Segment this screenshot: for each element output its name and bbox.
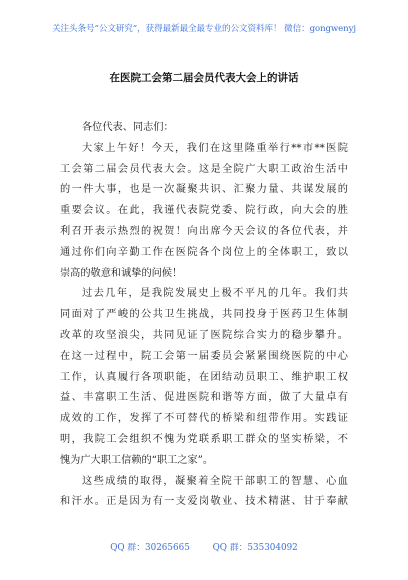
body-line: 愧为广大职工信赖的“职工之家”。 bbox=[60, 454, 214, 466]
body-line: 明，我院工会组织不愧为党联系职工群众的坚实桥梁，不 bbox=[60, 433, 348, 445]
body-line: 改革的攻坚浪尖，共同见证了医院综合实力的稳步攀升。 bbox=[60, 329, 348, 341]
body-line: 重要会议。在此，我谨代表院党委、院行政，向大会的胜 bbox=[60, 205, 348, 217]
body-line: 同面对了严峻的公共卫生挑战，共同投身于医药卫生体制 bbox=[60, 309, 348, 321]
salutation-line: 各位代表、同志们： bbox=[82, 122, 174, 133]
body-line: 益、丰富职工生活、促进医院和谐等方面，做了大量卓有 bbox=[60, 392, 348, 404]
footer-contact bbox=[0, 540, 408, 553]
body-line: 的一件大事，也是一次凝聚共识、汇聚力量、共谋发展的 bbox=[60, 184, 348, 196]
body-line: 这些成绩的取得，凝聚着全院干部职工的智慧、心血 bbox=[82, 475, 348, 487]
body-line: 通过你们向辛勤工作在医院各个岗位上的全体职工，致以 bbox=[60, 246, 348, 258]
body-line: 大家上午好！今天，我们在这里隆重举行**市**医院 bbox=[82, 142, 348, 154]
body-line: 利召开表示热烈的祝贺！向出席今天会议的各位代表，并 bbox=[60, 225, 348, 237]
body-line: 崇高的敬意和诚挚的问候！ bbox=[60, 267, 183, 279]
body-line: 成效的工作，发挥了不可替代的桥梁和纽带作用。实践证 bbox=[60, 413, 348, 425]
header-banner: 关注头条号“公文研究”，获得最新最全最专业的公文资料库！ 微信：gongwenyj bbox=[52, 24, 356, 34]
document-title: 在医院工会第二届会员代表大会上的讲话 bbox=[109, 72, 299, 84]
body-line: 工会第二届会员代表大会。这是全院广大职工政治生活中 bbox=[60, 163, 348, 175]
body-line: 在这一过程中，院工会第一届委员会紧紧围绕医院的中心 bbox=[60, 350, 348, 362]
footer-qq-group-2: QQ 群：535304092 bbox=[212, 543, 298, 553]
body-line: 工作，认真履行各项职能，在团结动员职工、维护职工权 bbox=[60, 371, 348, 383]
body-line: 和汗水。正是因为有一支爱岗敬业、技术精湛、甘于奉献 bbox=[60, 496, 348, 508]
body-line: 过去几年，是我院发展史上极不平凡的几年。我们共 bbox=[82, 288, 348, 300]
document-body bbox=[60, 118, 348, 513]
footer-qq-group-1: QQ 群：30265665 bbox=[110, 543, 190, 553]
